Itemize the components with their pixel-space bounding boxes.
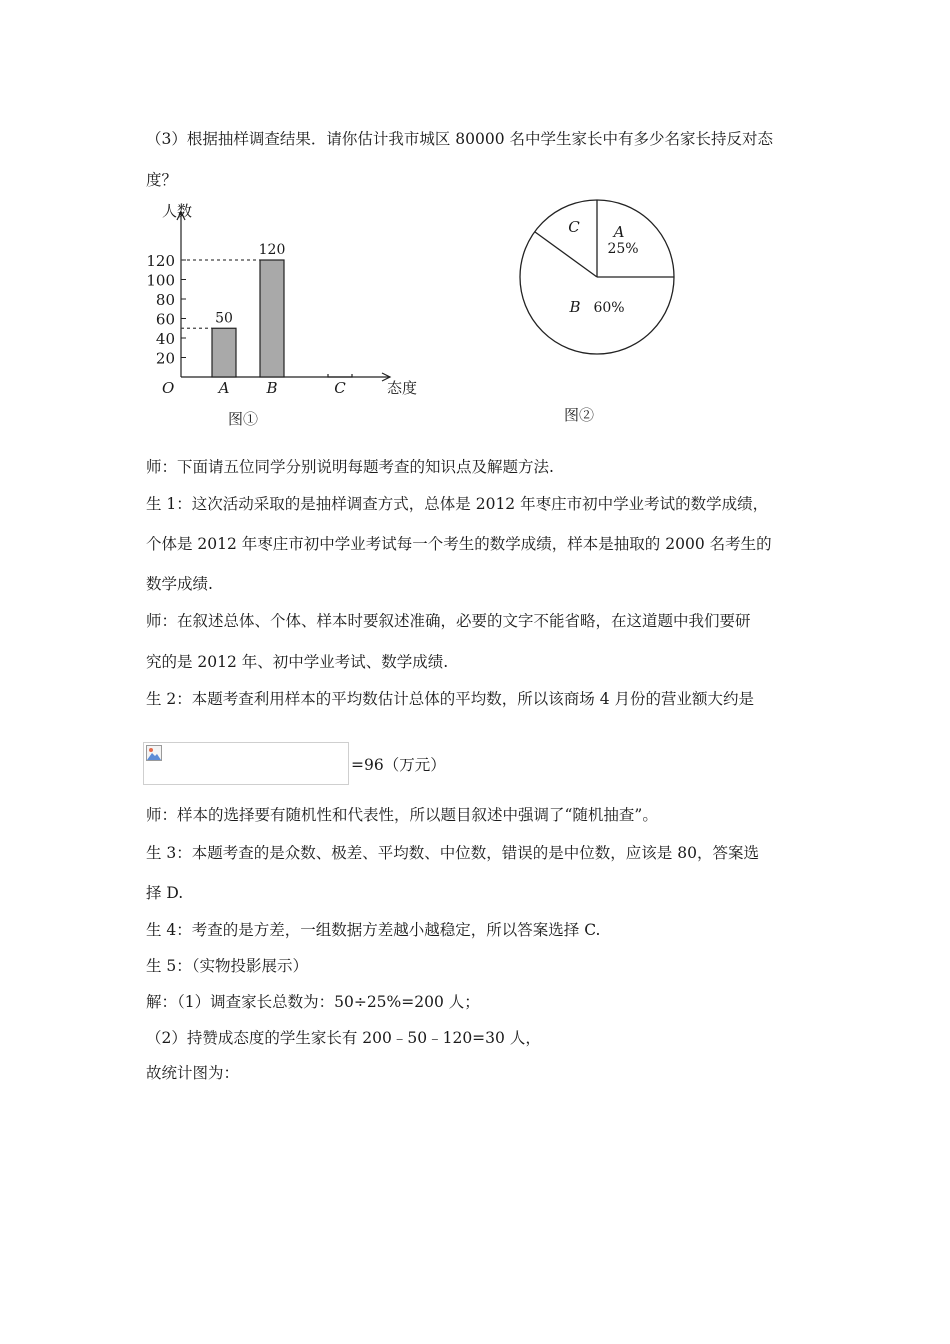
formula-image-placeholder [143,742,349,785]
y-tick-label: 20 [155,349,175,368]
formula-result: =96（万元） [351,756,446,774]
data-label-A: 50 [215,310,233,327]
teacher-line-1: 师：下面请五位同学分别说明每题考查的知识点及解题方法. [146,458,554,476]
y-axis-label: 人数 [162,202,193,220]
solution-line-2: （2）持赞成态度的学生家长有 200﹣50﹣120=30 人， [146,1029,541,1047]
data-label-B: 120 [258,242,286,258]
slice-label-B: B [569,298,581,316]
bar-C-empty [328,374,352,377]
figure-1-caption: 图① [227,410,259,428]
bar-A [212,328,236,377]
solution-line-1: 解：（1）调查家长总数为：50÷25%=200 人； [146,993,480,1011]
teacher-line-3: 究的是 2012 年、初中学业考试、数学成绩. [146,653,449,671]
solution-line-3: 故统计图为： [146,1064,240,1082]
figure-2-caption: 图② [563,406,595,424]
student-3-line-2: 择 D. [146,884,184,902]
y-tick-label: 60 [155,310,175,329]
origin-label: O [162,379,175,397]
student-1-line-1: 生 1：这次活动采取的是抽样调查方式，总体是 2012 年枣庄市初中学业考试的数学成绩， [146,495,769,513]
y-tick-label: 80 [155,291,175,309]
x-tick-label-C: C [334,379,346,397]
student-5-line: 生 5：（实物投影展示） [146,957,309,975]
slice-percent-B: 60% [593,300,625,316]
pie-chart-figure-2 [510,190,690,430]
x-axis-label: 态度 [387,379,418,397]
slice-percent-A: 25% [607,241,639,257]
student-4-line: 生 4：考查的是方差，一组数据方差越小越稳定，所以答案选择 C. [146,921,601,939]
student-2-line-1: 生 2：本题考查利用样本的平均数估计总体的平均数，所以该商场 4 月份的营业额大约是 [146,690,755,708]
x-tick-label-B: B [266,379,278,397]
student-1-line-3: 数学成绩. [146,575,213,593]
student-1-line-2: 个体是 2012 年枣庄市初中学业考试每一个考生的数学成绩，样本是抽取的 2000 名考生的 [146,535,772,553]
teacher-line-2: 师：在叙述总体、个体、样本时要叙述准确，必要的文字不能省略，在这道题中我们要研 [146,612,751,630]
y-tick-label: 120 [146,252,175,270]
y-tick-label: 40 [155,330,175,348]
x-tick-label-A: A [218,379,230,397]
question-3-line-1: （3）根据抽样调查结果．请你估计我市城区 80000 名中学生家长中有多少名家长持反对态 [146,130,774,148]
y-tick-label: 100 [146,271,175,290]
bar-B [260,260,284,377]
teacher-line-4: 师：样本的选择要有随机性和代表性，所以题目叙述中强调了“随机抽查”。 [146,806,658,824]
bar-chart-figure-1 [140,196,430,436]
slice-label-C: C [568,218,580,236]
broken-image-icon [146,745,162,761]
slice-label-A: A [613,223,625,241]
student-3-line-1: 生 3：本题考查的是众数、极差、平均数、中位数，错误的是中位数，应该是 80，答案选 [146,844,759,862]
question-3-line-2: 度？ [146,171,178,189]
